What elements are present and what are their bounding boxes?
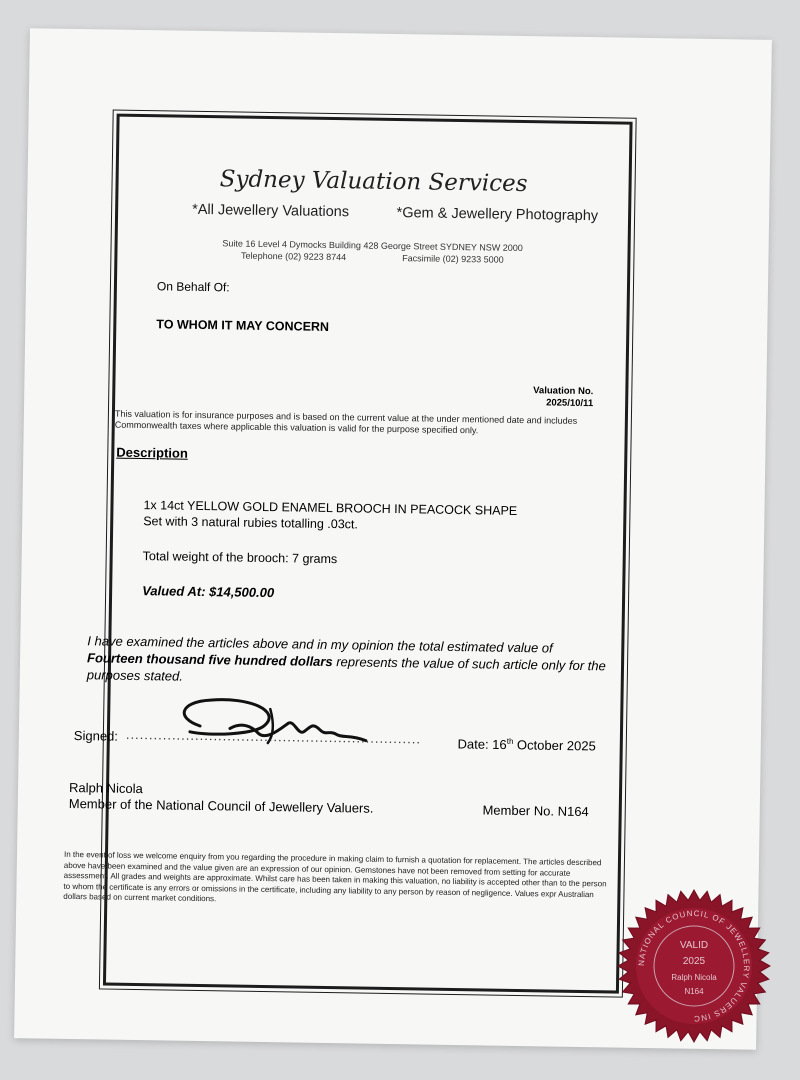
opinion-amount-words: Fourteen thousand five hundred dollars [86, 650, 333, 670]
facsimile: Facsimile (02) 9233 5000 [402, 253, 504, 265]
item-weight: Total weight of the brooch: 7 grams [142, 549, 338, 567]
signature-date [457, 736, 595, 753]
signed-label: Signed: [73, 728, 119, 744]
signature-line: ................................................................ [125, 726, 422, 747]
service-photography: *Gem & Jewellery Photography [396, 205, 599, 225]
telephone: Telephone (02) 9223 8744 [241, 250, 347, 263]
certificate-border [63, 114, 633, 994]
date-prefix: Date: 16 [457, 736, 507, 753]
disclaimer: In the event of loss we welcome enquiry from you regarding the procedure in making claim to furnish a quotation for replacement. The articles described above have been examined and the value given are an expression of our opinion. Gemstones have not been removed from setting for accurate assessment. All grades and weights are approximate. Whilst care has been taken in making this valuation, no liability is accepted other than to the person to whom the certificate is any errors or omissions in the certificate, including any liability to any person by reason of negligence. Values expr Australian dollars based on current market conditions. [63, 849, 607, 904]
date-rest: October 2025 [513, 737, 596, 754]
company-name: Sydney Valuation Services [219, 166, 528, 198]
seal-line-2: 2025 [682, 956, 706, 967]
item-line-2: Set with 3 natural rubies totalling .03ct. [143, 514, 359, 532]
wax-seal-icon [614, 886, 774, 1046]
service-valuations: *All Jewellery Valuations [192, 201, 350, 221]
membership: Member of the National Council of Jewellery Valuers. [68, 795, 374, 816]
opinion-part-1: I have examined the articles above and in my opinion the total estimated value of [87, 633, 553, 656]
opinion-statement [87, 632, 612, 691]
handwritten-signature [170, 688, 391, 761]
member-number: Member No. N164 [482, 802, 589, 820]
seal-line-3: Ralph Nicola [671, 973, 717, 982]
on-behalf-label: On Behalf Of: [156, 279, 230, 295]
recipient: TO WHOM IT MAY CONCERN [156, 317, 330, 334]
seal-line-1: VALID [679, 940, 709, 951]
item-line-1: 1x 14ct YELLOW GOLD ENAMEL BROOCH IN PEACOCK SHAPE [143, 498, 518, 518]
valuation-number: 2025/10/11 [546, 397, 594, 410]
seal-ring-text: NATIONAL COUNCIL OF JEWELLERY VALUERS INC [636, 908, 752, 1024]
seal-line-4: N164 [684, 987, 704, 996]
valuer-name: Ralph Nicola [68, 779, 143, 797]
valuation-number-block [533, 385, 594, 410]
company-address: Suite 16 Level 4 Dymocks Building 428 George Street SYDNEY NSW 2000 [222, 238, 523, 254]
services-line [192, 202, 598, 224]
valued-at: Valued At: $14,500.00 [142, 583, 275, 601]
description-heading: Description [116, 444, 188, 461]
valuation-number-label: Valuation No. [533, 385, 594, 398]
purpose-statement: This valuation is for insurance purposes and is based on the current value at the under mentioned date and includes Commonwealth taxes where applicable this valuation is valid for the purpose specified only. [114, 408, 578, 436]
opinion-part-2: represents the value of such article only for the purposes stated. [86, 654, 606, 684]
date-ordinal: th [506, 736, 514, 746]
membership-line [69, 796, 589, 819]
item-description [143, 497, 517, 535]
